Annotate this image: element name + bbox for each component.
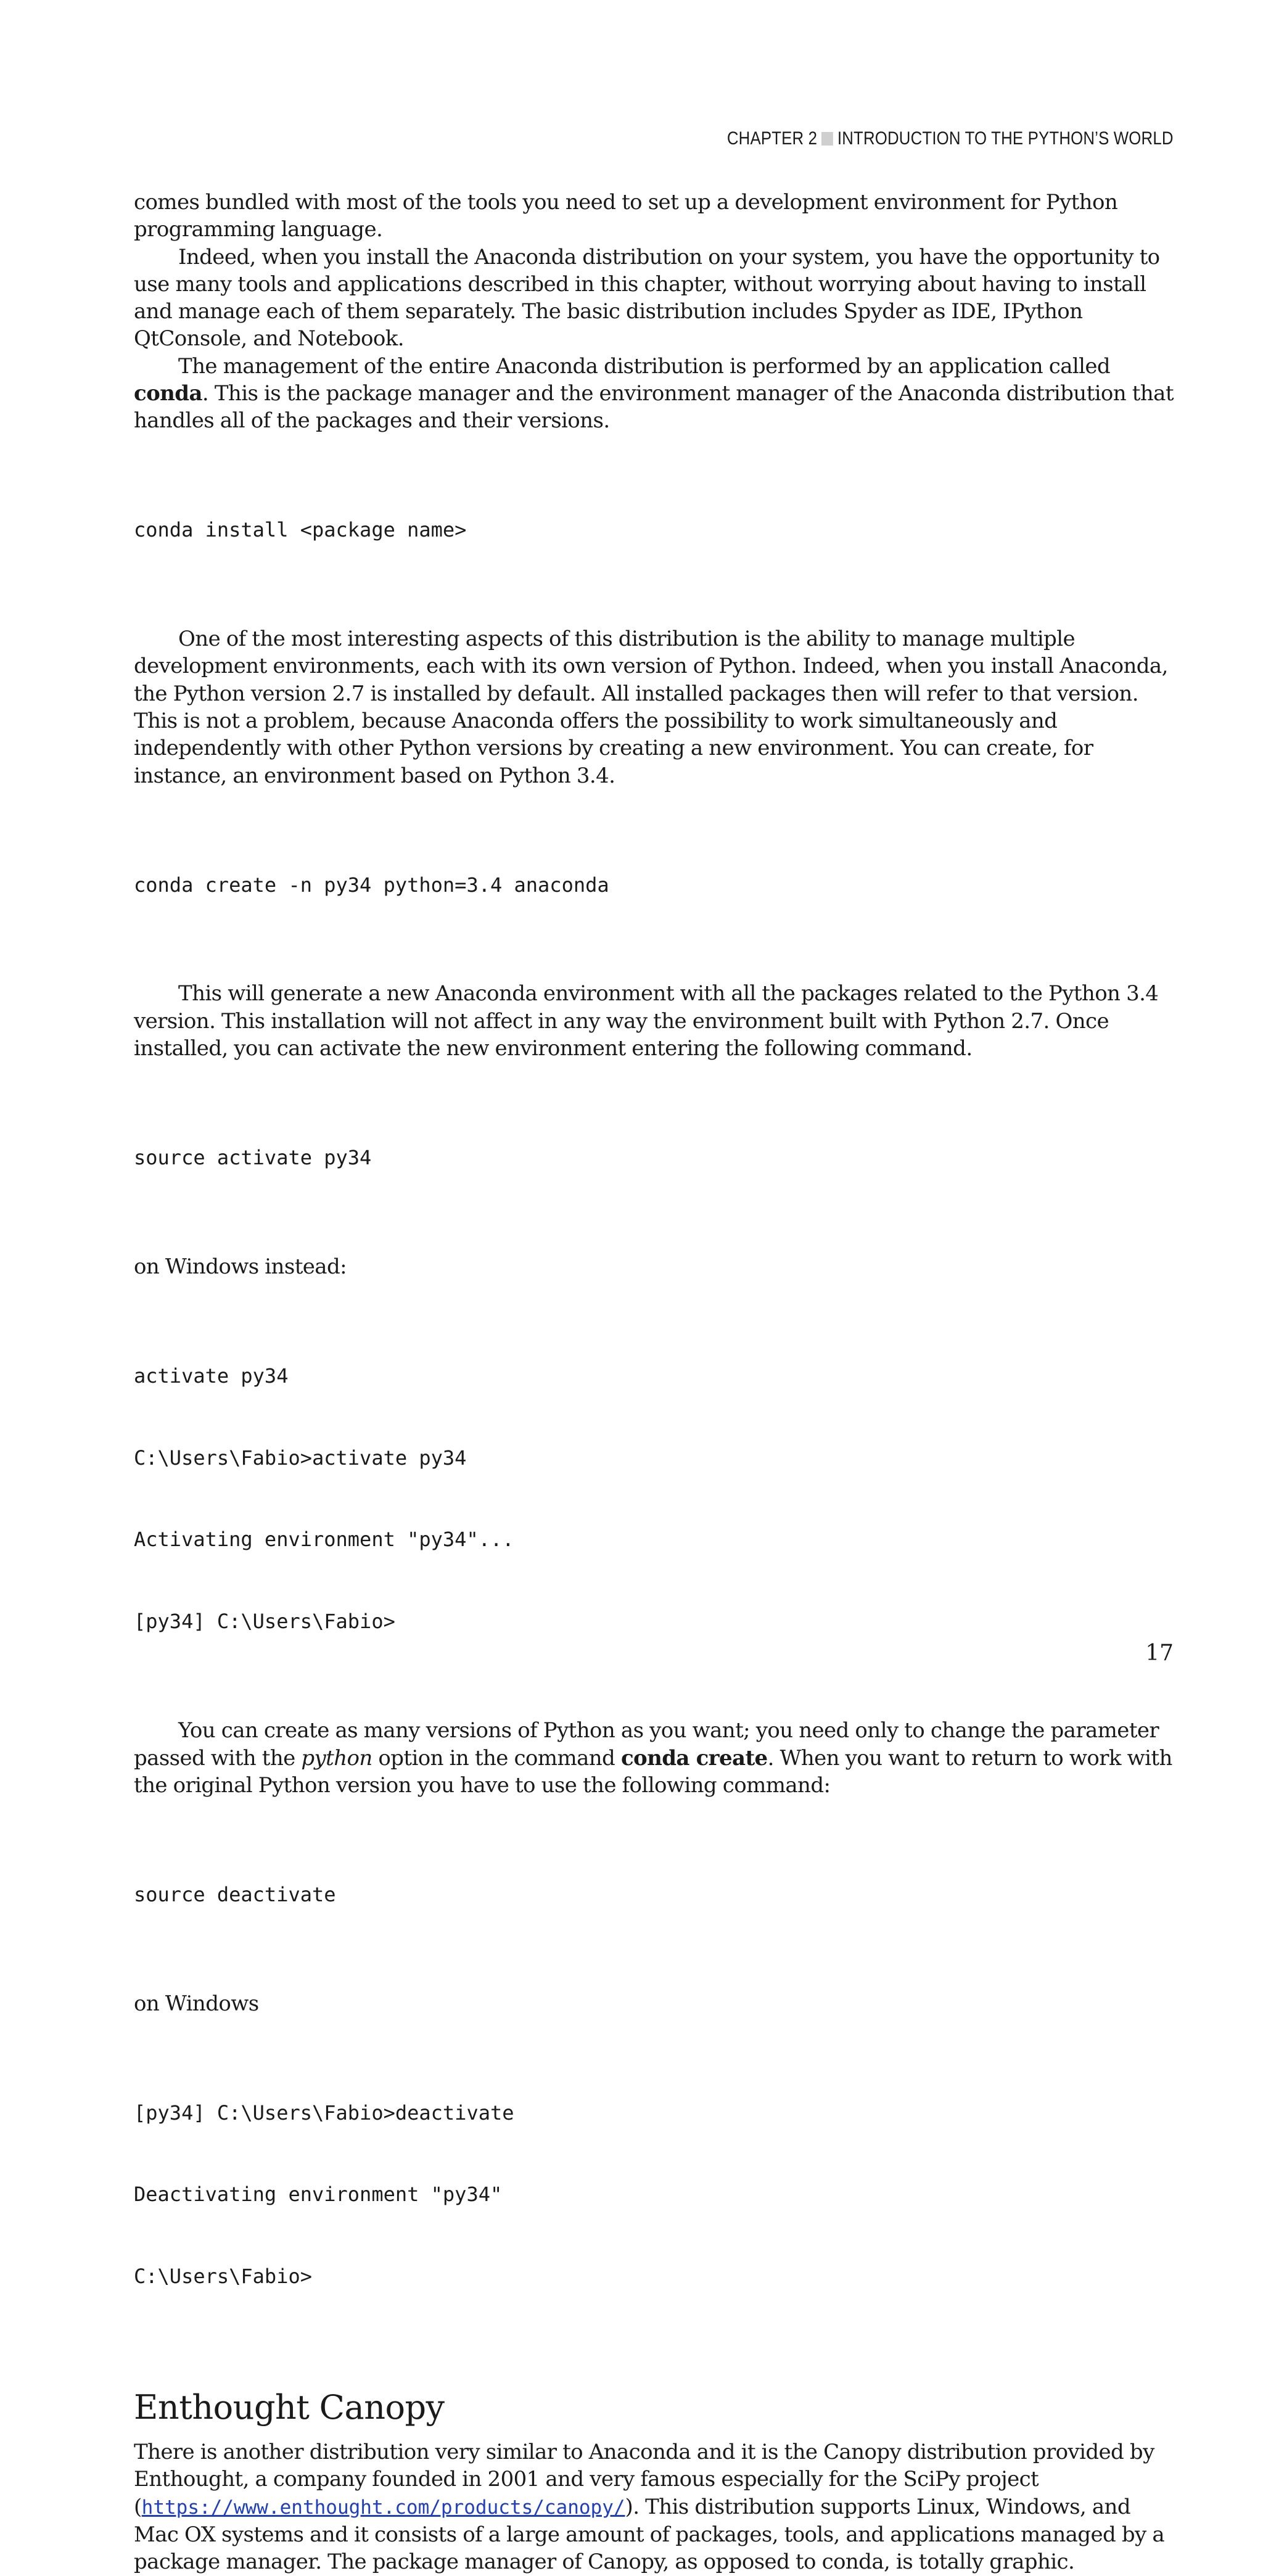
- conda-create-term: conda create: [620, 1745, 768, 1771]
- code-block-windows-deactivate: [134, 2044, 1174, 2345]
- code-block-conda-create: [134, 817, 1174, 953]
- code-block-source-activate: [134, 1089, 1174, 1225]
- code-line: Deactivating environment "py34": [134, 2183, 503, 2207]
- paragraph-windows-instead: on Windows instead:: [134, 1254, 347, 1279]
- canopy-url-link[interactable]: https://www.enthought.com/products/canopy/: [141, 2496, 625, 2519]
- paragraph-continuation: comes bundled with most of the tools you need to set up a development environment for Python programming language.: [134, 190, 1118, 242]
- code-line: conda install <package name>: [134, 518, 467, 542]
- code-line: C:\Users\Fabio>activate py34: [134, 1446, 467, 1470]
- paragraph-conda-manager: The management of the entire Anaconda distribution is performed by an application called conda. This is the package manager and the environment manager of the Anaconda distribution that handles all of the packages and their versions.: [134, 353, 1174, 434]
- paragraph-new-environment: This will generate a new Anaconda environment with all the packages related to the Python 3.4 version. This installation will not affect in any way the environment built with Python 2.7. Once installed, you can activate the new environment entering the following command.: [134, 981, 1159, 1061]
- running-header: [727, 128, 1174, 149]
- chapter-label: CHAPTER 2: [727, 128, 818, 149]
- page-number: 17: [1145, 1640, 1174, 1666]
- chapter-title: INTRODUCTION TO THE PYTHON’S WORLD: [837, 128, 1174, 149]
- header-separator-square: [821, 132, 833, 146]
- section-heading-enthought-canopy: Enthought Canopy: [134, 2388, 445, 2427]
- code-block-conda-install: [134, 462, 1174, 598]
- paragraph-canopy: There is another distribution very similar to Anaconda and it is the Canopy distribution provided by Enthought, a company founded in 2001 and very famous especially for the SciPy project (https://www.enthought.com/products/canopy/). This distribution supports Linux, Windows, and Mac OX systems and it consists of a large amount of packages, tools, and applications managed by a package manager. The package manager of Canopy, as opposed to conda, is totally graphic.: [134, 2440, 1165, 2575]
- code-line: conda create -n py34 python=3.4 anaconda: [134, 873, 609, 897]
- conda-term: conda: [134, 381, 202, 406]
- code-line: source activate py34: [134, 1145, 372, 1169]
- code-line: C:\Users\Fabio>: [134, 2265, 312, 2289]
- code-line: Activating environment "py34"...: [134, 1528, 514, 1552]
- code-block-windows-activate: [134, 1307, 1174, 1690]
- paragraph-on-windows: on Windows: [134, 1991, 259, 2016]
- python-option-term: python: [301, 1745, 372, 1771]
- code-line: [py34] C:\Users\Fabio>deactivate: [134, 2101, 514, 2125]
- paragraph-create-versions: You can create as many versions of Python as you want; you need only to change the parameter passed with the python option in the command conda create. When you want to return to work with the original Python version you have to use the following command:: [134, 1718, 1172, 1798]
- code-block-source-deactivate: [134, 1826, 1174, 1962]
- code-line: [py34] C:\Users\Fabio>: [134, 1610, 395, 1634]
- paragraph-multiple-environments: One of the most interesting aspects of this distribution is the ability to manage multiple development environments, each with its own version of Python. Indeed, when you install Anaconda, the Python version 2.7 is installed by default. All installed packages then will refer to that version. This is not a problem, because Anaconda offers the possibility to work simultaneously and independently with other Python versions by creating a new environment. You can create, for instance, an environment based on Python 3.4.: [134, 627, 1168, 788]
- code-line: source deactivate: [134, 1882, 336, 1906]
- page-body: [134, 189, 1174, 2576]
- paragraph-anaconda-tools: Indeed, when you install the Anaconda distribution on your system, you have the opportunity to use many tools and applications described in this chapter, without worrying about having to install and manage each of them separately. The basic distribution includes Spyder as IDE, IPython QtConsole, and Notebook.: [134, 244, 1160, 352]
- code-line: activate py34: [134, 1364, 289, 1388]
